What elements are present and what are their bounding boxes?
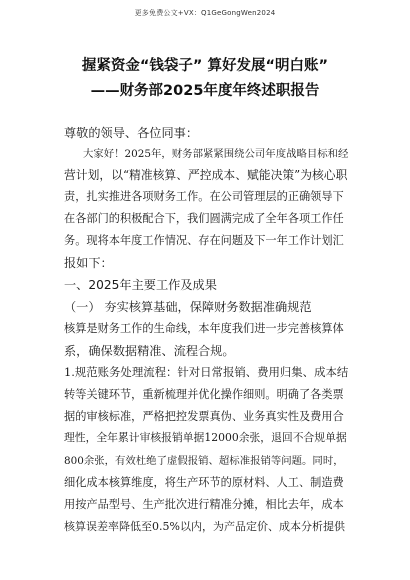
paragraph-line: 报如下： <box>64 256 113 270</box>
paragraph-line: 据的审核标准，严格把控发票真伪、业务真实性及费用合 <box>64 410 344 423</box>
paragraph-line: 800余张，有效杜绝了虚假报销、超标准报销等问题。同时， <box>64 455 344 467</box>
header-note: 更多免费公文+VX：Q1GeGongWen2024 <box>134 9 276 17</box>
paragraph-line: 1.规范账务处理流程：针对日常报销、费用归集、成本结 <box>64 365 349 379</box>
paragraph-line: 务。现将本年度工作情况、存在问题及下一年工作计划汇 <box>64 234 344 247</box>
subsection-heading: （一） 夯实核算基础，保障财务数据准确规范 <box>64 300 312 314</box>
paragraph-line: 核算误差率降低至0.5%以内，为产品定价、成本分析提供 <box>64 520 345 533</box>
paragraph-line: 营计划，以“精准核算、严控成本、赋能决策”为核心职 <box>64 168 348 182</box>
paragraph-line: 转等关键环节，重新梳理并优化操作细则。明确了各类票 <box>64 388 344 401</box>
paragraph-line: 系，确保数据精准、流程合规。 <box>64 344 235 358</box>
paragraph-line: 在各部门的积极配合下，我们圆满完成了全年各项工作任 <box>64 212 344 225</box>
paragraph-line: 理性，全年累计审核报销单据12000余张，退回不合规单据 <box>64 431 347 444</box>
paragraph-line: 核算是财务工作的生命线，本年度我们进一步完善核算体 <box>64 322 344 335</box>
paragraph-line: 大家好！2025年，财务部紧紧围绕公司年度战略目标和经 <box>83 148 349 160</box>
document-subtitle: ——财务部2025年度年终述职报告 <box>90 83 320 99</box>
paragraph-line: 细化成本核算维度，将生产环节的原材料、人工、制造费 <box>64 476 344 489</box>
salutation: 尊敬的领导、各位同事： <box>64 126 199 140</box>
paragraph-line: 责，扎实推进各项财务工作。在公司管理层的正确领导下 <box>64 190 344 203</box>
section-heading: 一、2025年主要工作及成果 <box>64 278 217 292</box>
paragraph-line: 用按产品型号、生产批次进行精准分摊，相比去年，成本 <box>64 498 344 511</box>
document-title: 握紧资金“钱袋子” 算好发展“明白账” <box>81 58 329 74</box>
